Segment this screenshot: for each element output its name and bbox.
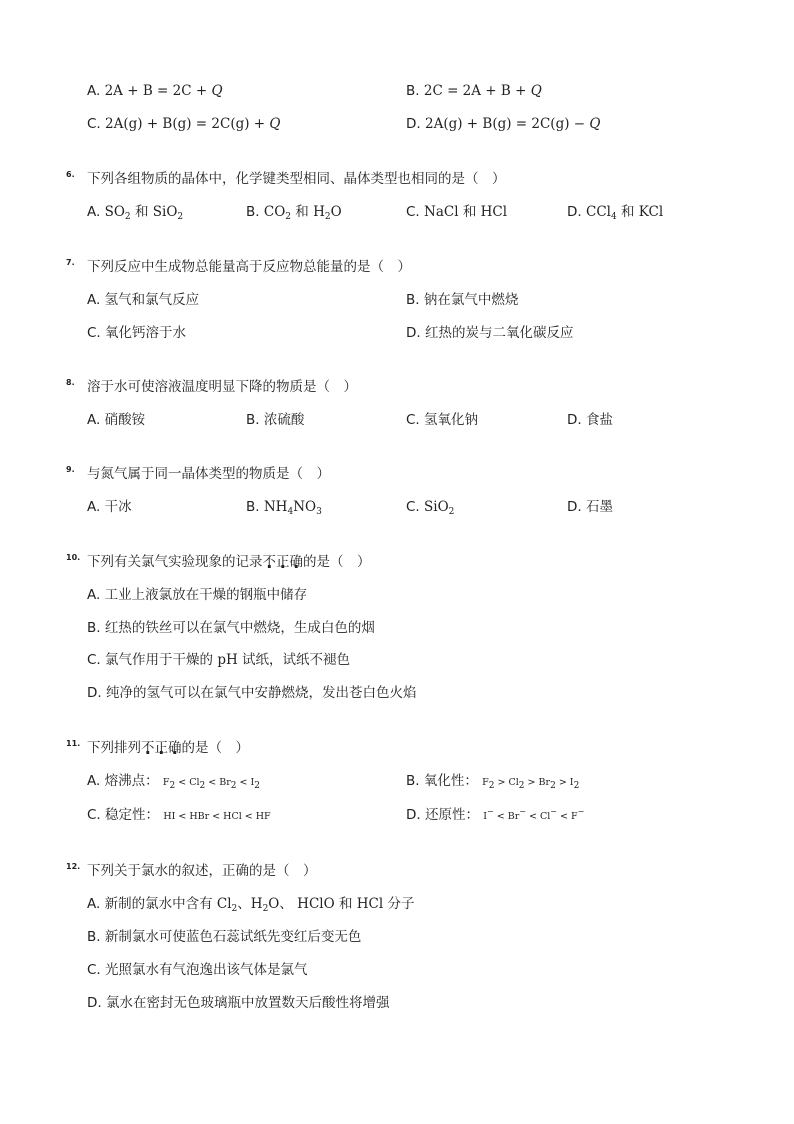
q7-option-a: A. 氢气和氯气反应 bbox=[87, 292, 200, 308]
q10-number: 10. bbox=[66, 553, 81, 562]
q8-option-b: B. 浓硫酸 bbox=[246, 412, 305, 428]
q10-option-a: A. 工业上液氯放在干燥的钢瓶中储存 bbox=[87, 587, 308, 603]
emphasis-dot-char: 确 bbox=[168, 740, 182, 756]
q11-stem: 下列排列不正确的是（ ） bbox=[87, 740, 249, 756]
q6-stem: 下列各组物质的晶体中，化学键类型相同、晶体类型也相同的是（ ） bbox=[87, 171, 506, 187]
q9-stem: 与氮气属于同一晶体类型的物质是（ ） bbox=[87, 466, 330, 482]
emphasis-dot-char: 不 bbox=[262, 554, 276, 570]
q8-stem: 溶于水可使溶液温度明显下降的物质是（ ） bbox=[87, 379, 357, 395]
q11-option-d: D. 还原性： I− < Br− < Cl− < F− bbox=[406, 807, 585, 823]
emphasis-dot-char: 正 bbox=[154, 740, 168, 756]
q9-option-c: C. SiO$_2$ bbox=[406, 499, 455, 517]
q9-option-a: A. 干冰 bbox=[87, 499, 132, 515]
q6-option-d: D. CCl$_4$ 和 KCl bbox=[567, 204, 664, 222]
q11-option-c: C. 稳定性： HI < HBr < HCl < HF bbox=[87, 807, 271, 823]
q6-option-b: B. $CO_2$ 和 $H_2O$ bbox=[246, 204, 342, 222]
q8-option-a: A. 硝酸铵 bbox=[87, 412, 146, 428]
q5-option-b-formula: 2C = 2A + B + Q bbox=[423, 83, 542, 99]
q5-option-d: D. 2A(g) + B(g) = 2C(g) − Q bbox=[406, 116, 601, 132]
emphasis-dot-char: 正 bbox=[276, 554, 290, 570]
q5-option-c-formula: 2A(g) + B(g) = 2C(g) + Q bbox=[105, 116, 281, 132]
q5-option-a-formula: 2A + B = 2C + Q bbox=[104, 83, 223, 99]
q5-option-b: B. 2C = 2A + B + Q bbox=[406, 83, 542, 99]
emphasis-dot-char: 不 bbox=[141, 740, 155, 756]
q12-option-a: A. 新制的氯水中含有 $Cl_2$、$H_2O$、 HClO 和 HCl 分子 bbox=[87, 896, 415, 914]
q11-option-b: B. 氧化性： $F_2 > Cl_2 > Br_2 > I_2$ bbox=[406, 773, 580, 791]
q8-option-c: C. 氢氧化钠 bbox=[406, 412, 479, 428]
q7-option-b: B. 钠在氯气中燃烧 bbox=[406, 292, 519, 308]
q10-option-b: B. 红热的铁丝可以在氯气中燃烧，生成白色的烟 bbox=[87, 620, 375, 636]
q8-number: 8. bbox=[66, 378, 75, 387]
q12-option-d: D. 氯水在密封无色玻璃瓶中放置数天后酸性将增强 bbox=[87, 995, 390, 1011]
q5-option-a: A. 2A + B = 2C + Q bbox=[87, 83, 223, 99]
q11-option-a: A. 熔沸点： $F_2 < Cl_2 < Br_2 < I_2$ bbox=[87, 773, 261, 791]
q6-option-a: A. $SO_2$ 和 SiO$_2$ bbox=[87, 204, 184, 222]
q12-option-c: C. 光照氯水有气泡逸出该气体是氯气 bbox=[87, 962, 308, 978]
q10-stem: 下列有关氯气实验现象的记录不正确的是（ ） bbox=[87, 554, 371, 570]
q7-stem: 下列反应中生成物总能量高于反应物总能量的是（ ） bbox=[87, 259, 411, 275]
q11-number: 11. bbox=[66, 739, 81, 748]
q7-option-c: C. 氧化钙溶于水 bbox=[87, 325, 187, 341]
q5-option-c: C. 2A(g) + B(g) = 2C(g) + Q bbox=[87, 116, 281, 132]
q8-option-d: D. 食盐 bbox=[567, 412, 613, 428]
q12-number: 12. bbox=[66, 862, 81, 871]
q9-option-b: B. $NH_4NO_3$ bbox=[246, 499, 322, 517]
q10-option-c: C. 氯气作用于干燥的 pH 试纸，试纸不褪色 bbox=[87, 652, 351, 668]
emphasis-dot-char: 确 bbox=[289, 554, 303, 570]
q9-option-d: D. 石墨 bbox=[567, 499, 613, 515]
q10-option-d: D. 纯净的氢气可以在氯气中安静燃烧，发出苍白色火焰 bbox=[87, 685, 417, 701]
q6-number: 6. bbox=[66, 170, 75, 179]
q9-number: 9. bbox=[66, 465, 75, 474]
q12-option-b: B. 新制氯水可使蓝色石蕊试纸先变红后变无色 bbox=[87, 929, 362, 945]
q6-option-c: C. NaCl 和 HCl bbox=[406, 204, 508, 220]
q7-option-d: D. 红热的炭与二氧化碳反应 bbox=[406, 325, 574, 341]
q7-number: 7. bbox=[66, 258, 75, 267]
q12-stem: 下列关于氯水的叙述，正确的是（ ） bbox=[87, 863, 317, 879]
q5-option-d-formula: 2A(g) + B(g) = 2C(g) − Q bbox=[424, 116, 601, 132]
